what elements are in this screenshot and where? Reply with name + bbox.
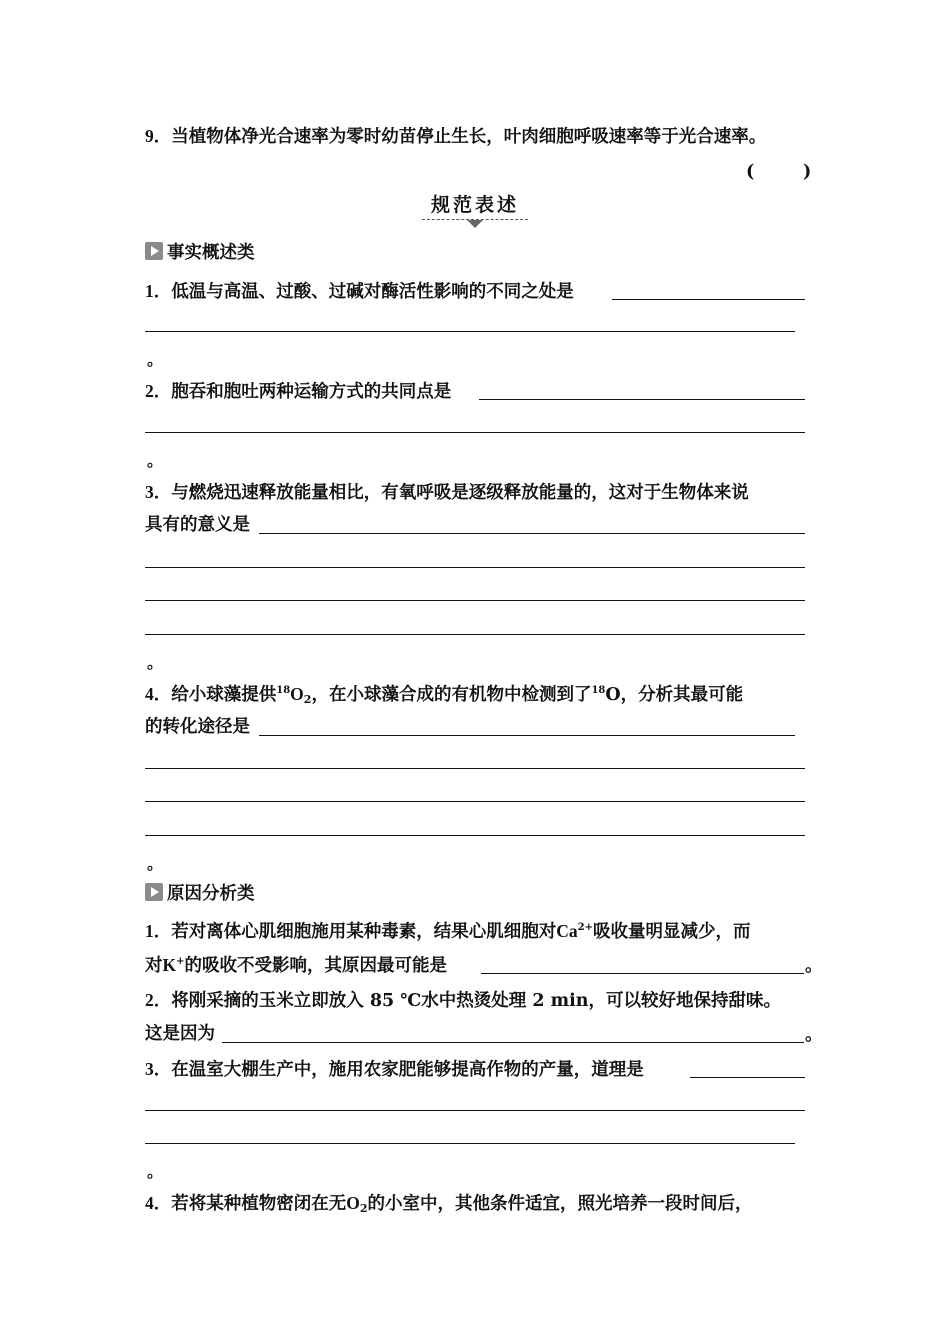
- question-number: 1: [145, 281, 154, 301]
- category-label: 原因分析类: [167, 884, 255, 904]
- category-label: 事实概述类: [167, 243, 255, 263]
- fact-question-1: [145, 280, 574, 303]
- fact-question-4: [145, 683, 743, 706]
- question-text: ．与燃烧迅速释放能量相比，有氧呼吸是逐级释放能量的，这对于生物体来说: [153, 483, 749, 503]
- cause-question-1: [145, 920, 750, 943]
- fact-question-2: [145, 380, 451, 403]
- answer-blank[interactable]: [479, 399, 805, 400]
- question-text: 的转化途径是: [145, 717, 250, 737]
- answer-blank[interactable]: [612, 299, 805, 300]
- answer-line[interactable]: [145, 1143, 795, 1144]
- answer-blank[interactable]: [259, 533, 805, 534]
- cause-question-2: [145, 989, 781, 1012]
- answer-line[interactable]: [145, 801, 805, 802]
- section-title: 规范表述: [430, 194, 519, 216]
- answer-line[interactable]: [145, 634, 805, 635]
- question-text: ．若对离体心肌细胞施用某种毒素，结果心肌细胞对: [153, 922, 557, 942]
- category-fact: [145, 241, 255, 265]
- question-number: 3: [145, 1059, 154, 1079]
- period-mark: 。: [147, 653, 164, 672]
- chemical-symbol: O: [290, 684, 304, 704]
- answer-line[interactable]: [145, 331, 795, 332]
- question-text: ．胞吞和胞吐两种运输方式的共同点是: [153, 382, 452, 402]
- question-text: ．若将某种植物密闭在无: [153, 1194, 347, 1214]
- answer-blank[interactable]: [222, 1042, 804, 1043]
- fact-question-3: [145, 481, 749, 504]
- down-arrow-icon: [467, 220, 483, 228]
- period-mark: 。: [147, 854, 164, 873]
- period-mark: 。: [805, 1025, 823, 1045]
- question-text: 吸收量明显减少，而: [592, 922, 751, 942]
- question-text: ．将刚采摘的玉米立即放入 85 ℃水中热烫处理 2 min，可以较好地保持甜味。: [153, 991, 782, 1011]
- charge-superscript: 2+: [577, 922, 593, 933]
- question-number: 9: [145, 126, 154, 146]
- subscript: 2: [359, 1202, 368, 1215]
- cause-question-2-line-2: [145, 1023, 215, 1045]
- question-number: 2: [145, 990, 154, 1010]
- question-number: 1: [145, 921, 154, 941]
- question-9: [145, 125, 766, 148]
- question-text: 的吸收不受影响，其原因最可能是: [184, 956, 448, 976]
- question-number: 2: [145, 381, 154, 401]
- question-text: ．给小球藻提供: [153, 685, 277, 705]
- question-text: 具有的意义是: [145, 515, 250, 535]
- question-text: O，分析其最可能: [605, 685, 744, 705]
- fact-question-4-line-2: [145, 716, 250, 738]
- play-icon: [145, 242, 163, 260]
- answer-line[interactable]: [145, 432, 805, 433]
- fact-question-3-line-2: [145, 514, 250, 536]
- question-text: ．当植物体净光合速率为零时幼苗停止生长，叶肉细胞呼吸速率等于光合速率。: [153, 127, 767, 147]
- question-number: 4: [145, 684, 154, 704]
- answer-blank[interactable]: [481, 973, 804, 974]
- chemical-symbol: Ca: [556, 921, 578, 941]
- chemical-symbol: O: [346, 1193, 360, 1213]
- question-text: 的小室中，其他条件适宜，照光培养一段时间后，: [367, 1194, 753, 1214]
- category-cause: [145, 882, 255, 906]
- isotope-superscript: 18: [276, 685, 291, 696]
- charge-superscript: +: [176, 956, 185, 967]
- play-icon: [145, 883, 163, 901]
- cause-question-3: [145, 1058, 644, 1081]
- question-number: 3: [145, 482, 154, 502]
- period-mark: 。: [147, 350, 164, 369]
- period-mark: 。: [805, 956, 823, 976]
- period-mark: 。: [147, 1162, 164, 1181]
- question-text: ，在小球藻合成的有机物中检测到了: [311, 685, 592, 705]
- question-text: 这是因为: [145, 1024, 215, 1044]
- answer-line[interactable]: [145, 600, 805, 601]
- answer-parentheses: ( ): [746, 162, 812, 182]
- answer-line[interactable]: [145, 1110, 805, 1111]
- period-mark: 。: [147, 451, 164, 470]
- question-text: ．在温室大棚生产中，施用农家肥能够提高作物的产量，道理是: [153, 1060, 644, 1080]
- answer-line[interactable]: [145, 768, 805, 769]
- question-number: 4: [145, 1193, 154, 1213]
- chemical-symbol: K: [162, 955, 177, 975]
- subscript: 2: [303, 693, 312, 706]
- cause-question-4: [145, 1192, 753, 1215]
- answer-line[interactable]: [145, 835, 805, 836]
- answer-blank[interactable]: [690, 1077, 805, 1078]
- question-text: ．低温与高温、过酸、过碱对酶活性影响的不同之处是: [153, 282, 574, 302]
- isotope-superscript: 18: [591, 685, 606, 696]
- answer-blank[interactable]: [259, 735, 795, 736]
- question-text: 对: [145, 956, 163, 976]
- cause-question-1-line-2: [145, 954, 447, 977]
- answer-line[interactable]: [145, 567, 805, 568]
